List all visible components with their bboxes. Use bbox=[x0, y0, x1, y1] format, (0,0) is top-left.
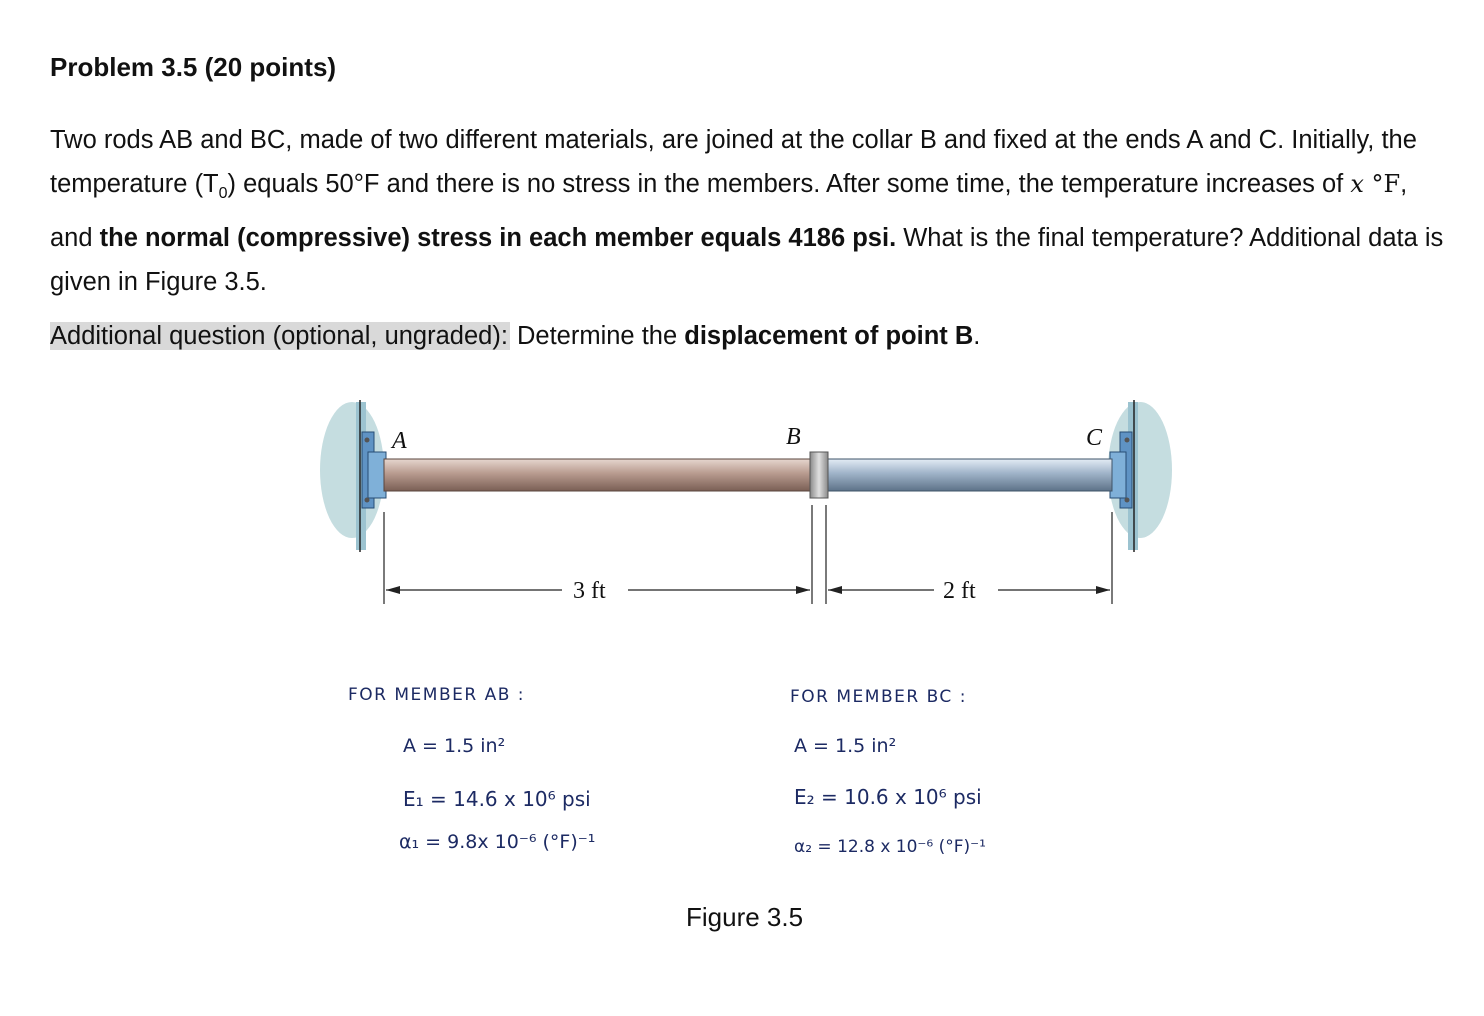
wall-right bbox=[1108, 400, 1172, 552]
notes-bc-area: A = 1.5 in² bbox=[794, 735, 897, 757]
rod-bc bbox=[826, 459, 1112, 491]
notes-ab-modulus: E₁ = 14.6 x 10⁶ psi bbox=[403, 787, 591, 811]
dimension-bc bbox=[828, 578, 1110, 604]
dim-bc-label: 2 ft bbox=[943, 578, 976, 604]
notes-member-ab bbox=[348, 685, 595, 853]
additional-end: . bbox=[973, 322, 981, 350]
rod-ab bbox=[384, 459, 812, 491]
problem-title: Problem 3.5 (20 points) bbox=[50, 52, 337, 82]
notes-bc-heading: FOR MEMBER BC : bbox=[790, 687, 967, 707]
label-b: B bbox=[786, 424, 801, 450]
statement-text-2: ) equals 50°F and there is no stress in the members. After some time, the temperature increases of bbox=[227, 170, 1351, 198]
additional-bold: displacement of point B bbox=[684, 322, 974, 350]
notes-bc-alpha: α₂ = 12.8 x 10⁻⁶ (°F)⁻¹ bbox=[794, 837, 986, 857]
wall-left bbox=[320, 400, 386, 552]
statement-text-4: What is the final temperature? Additional data is given in Figure 3.5. bbox=[50, 224, 1444, 297]
label-c: C bbox=[1086, 425, 1103, 451]
label-a: A bbox=[392, 428, 407, 454]
dim-ab-label: 3 ft bbox=[573, 578, 606, 604]
additional-text: Determine the bbox=[509, 322, 685, 350]
dimension-ab bbox=[386, 578, 810, 604]
statement-bold: the normal (compressive) stress in each member equals 4186 psi. bbox=[99, 224, 897, 253]
notes-ab-area: A = 1.5 in² bbox=[403, 735, 506, 757]
collar-b bbox=[810, 452, 828, 498]
additional-label: Additional question (optional, ungraded): bbox=[50, 322, 508, 350]
notes-bc-modulus: E₂ = 10.6 x 10⁶ psi bbox=[794, 785, 982, 809]
figure-caption: Figure 3.5 bbox=[686, 902, 804, 932]
notes-member-bc bbox=[790, 687, 986, 857]
statement-text-1: Two rods AB and BC, made of two different materials, are joined at the collar B and fixed at the ends A and C. Initially, the temperature (T bbox=[50, 126, 1417, 198]
unit-fahrenheit: °F bbox=[1363, 170, 1401, 198]
statement-subscript: 0 bbox=[218, 185, 228, 203]
notes-ab-alpha: α₁ = 9.8x 10⁻⁶ (°F)⁻¹ bbox=[399, 831, 596, 853]
variable-x: x bbox=[1350, 170, 1364, 198]
statement-text-3: , and bbox=[50, 170, 1408, 253]
notes-ab-heading: FOR MEMBER AB : bbox=[348, 685, 525, 705]
